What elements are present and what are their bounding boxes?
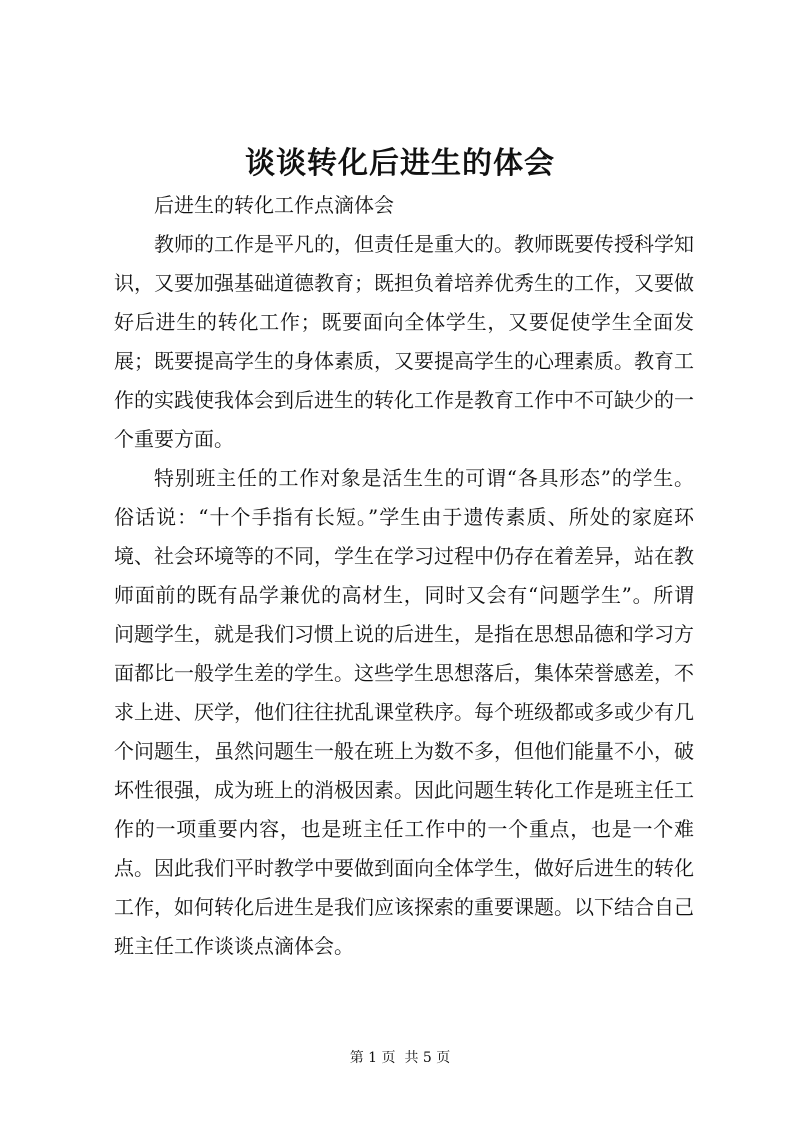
subtitle-paragraph: 后进生的转化工作点滴体会 <box>154 193 394 217</box>
body-paragraph-1: 教师的工作是平凡的，但责任是重大的。教师既要传授科学知识，又要加强基础道德教育；既担负着培养优秀生的工作，又要做好后进生的转化工作；既要面向全体学生，又要促使学生全面发展；既要提高学生的身体素质，又要提高学生的心理素质。教育工作的实践使我体会到后进生的转化工作是教育工作中不可缺少的一个重要方面。 <box>114 232 694 451</box>
body-paragraph-2: 特别班主任的工作对象是活生生的可谓“各具形态”的学生。俗话说：“十个手指有长短。”学生由于遗传素质、所处的家庭环境、社会环境等的不同，学生在学习过程中仍存在着差异，站在教师面前的既有品学兼优的高材生，同时又会有“问题学生”。所谓问题学生，就是我们习惯上说的后进生，是指在思想品德和学习方面都比一般学生差的学生。这些学生思想落后，集体荣誉感差，不求上进、厌学，他们往往扰乱课堂秩序。每个班级都或多或少有几个问题生，虽然问题生一般在班上为数不多，但他们能量不小，破坏性很强，成为班上的消极因素。因此问题生转化工作是班主任工作的一项重要内容，也是班主任工作中的一个重点，也是一个难点。因此我们平时教学中要做到面向全体学生，做好后进生的转化工作，如何转化后进生是我们应该探索的重要课题。以下结合自己班主任工作谈谈点滴体会。 <box>114 466 694 958</box>
page-footer <box>0 1048 800 1068</box>
page-number-label: 第 1 页 共 5 页 <box>349 1050 451 1066</box>
document-title: 谈谈转化后进生的体会 <box>245 146 555 181</box>
document-body <box>114 186 694 966</box>
